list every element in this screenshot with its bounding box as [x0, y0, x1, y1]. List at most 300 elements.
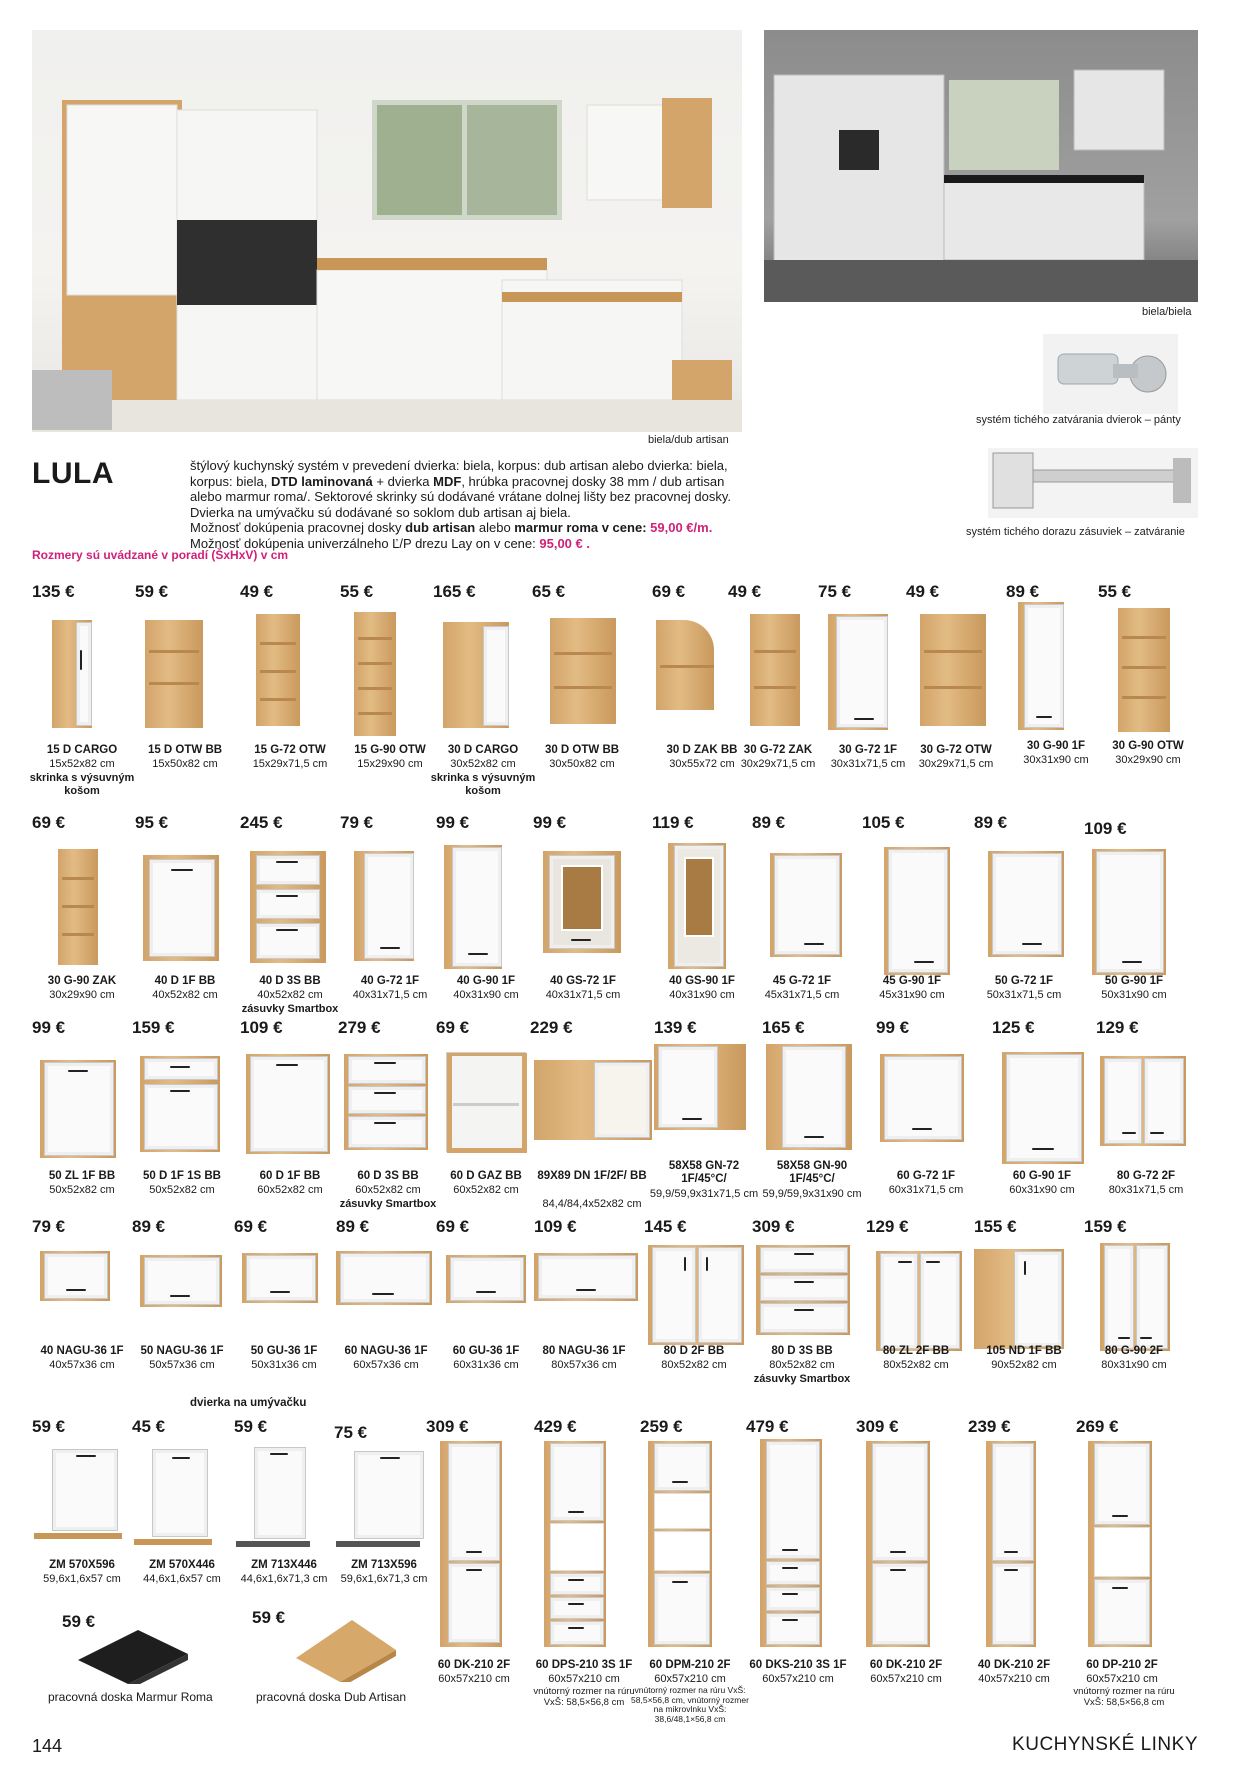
price: 75 € [334, 1423, 368, 1442]
cabinet-image [446, 1255, 526, 1303]
price: 55 € [340, 582, 374, 601]
section-title: KUCHYNSKÉ LINKY [1012, 1734, 1198, 1755]
product-note: vnútorný rozmer na rúru VxŠ: 58,5×56,8 cm [1073, 1686, 1175, 1708]
product-name: 40 D 3S BB [259, 975, 321, 987]
worktop-oak-label: pracovná doska Dub Artisan [256, 1690, 407, 1704]
price: 429 € [534, 1417, 577, 1436]
product-note: vnútorný rozmer na rúru VxŠ: 58,5×56,8 cm [533, 1686, 635, 1708]
price: 229 € [530, 1018, 573, 1037]
price: 89 € [752, 813, 786, 832]
cabinet-image [234, 1447, 318, 1547]
worktop-marmur-label: pracovná doska Marmur Roma [48, 1690, 213, 1704]
product-name: 60 D GAZ BB [450, 1170, 522, 1182]
product-item [862, 813, 958, 1003]
product-dimensions: 44,6x1,6x57 cm [143, 1573, 221, 1585]
drawer-slide-icon [988, 448, 1198, 518]
price: 99 € [436, 813, 470, 832]
product-name: 30 G-90 ZAK [47, 975, 117, 987]
price: 79 € [32, 1217, 66, 1236]
product-item [135, 582, 231, 772]
product-dimensions: 30x31x71,5 cm [830, 758, 906, 770]
product-name: 15 G-90 OTW [354, 744, 426, 756]
price: 89 € [974, 813, 1008, 832]
product-dimensions: 40x57x36 cm [49, 1359, 115, 1371]
price: 69 € [436, 1217, 470, 1236]
cabinet-image [58, 849, 98, 965]
product-item [32, 1417, 128, 1607]
cabinet-image [770, 853, 842, 957]
price: 69 € [234, 1217, 268, 1236]
product-name: 80 D 2F BB [663, 1345, 725, 1357]
product-name: 30 G-72 1F [838, 744, 898, 756]
dishwasher-door-label: dvierka na umývačku [190, 1397, 307, 1409]
price: 155 € [974, 1217, 1017, 1236]
cabinet-image [336, 1251, 432, 1305]
product-name: 40 DK-210 2F [977, 1659, 1051, 1671]
product-dimensions: 40x52x82 cm [152, 989, 218, 1001]
cabinet-image [920, 614, 986, 726]
product-name: 80 G-72 2F [1116, 1170, 1176, 1182]
product-item [340, 813, 436, 1003]
product-dimensions: 60x52x82 cm [453, 1184, 519, 1196]
cabinet-image [668, 843, 726, 969]
price: 89 € [132, 1217, 166, 1236]
product-dimensions: 30x29x90 cm [49, 989, 115, 1001]
product-dimensions: 80x52x82 cm [883, 1359, 949, 1371]
product-dimensions: 59,6x1,6x71,3 cm [340, 1573, 428, 1585]
cabinet-image [143, 855, 219, 961]
cabinet-image [986, 1441, 1036, 1647]
product-dimensions: 60x57x210 cm [438, 1673, 510, 1685]
product-name: 50 ZL 1F BB [48, 1170, 116, 1182]
cabinet-image [1088, 1441, 1152, 1647]
cabinet-image [40, 1060, 116, 1158]
dimensions-note: Rozmery sú uvádzané v poradí (ŠxHxV) v cm [32, 548, 289, 562]
product-name: 80 D 3S BB [771, 1345, 833, 1357]
product-item [132, 1018, 228, 1208]
product-name: 30 G-90 OTW [1112, 740, 1184, 752]
hinge-icon [1043, 334, 1178, 414]
product-item [652, 813, 748, 1003]
product-dimensions: 60x31x71,5 cm [888, 1184, 964, 1196]
product-name: 50 D 1F 1S BB [143, 1170, 221, 1182]
price: 49 € [728, 582, 762, 601]
product-item [974, 1217, 1070, 1407]
product-item [644, 1217, 740, 1407]
price: 479 € [746, 1417, 789, 1436]
price: 59 € [32, 1417, 66, 1436]
cabinet-image [1100, 1056, 1186, 1146]
product-name: 50 G-72 1F [994, 975, 1054, 987]
cabinet-image [974, 1249, 1064, 1349]
price: 89 € [336, 1217, 370, 1236]
price: 119 € [652, 813, 694, 832]
product-dimensions: 50x31x36 cm [251, 1359, 317, 1371]
cabinet-image [1018, 602, 1064, 730]
product-extra: skrinka s výsuvným košom [430, 772, 536, 797]
product-extra: zásuvky Smartbox [339, 1198, 437, 1210]
product-dimensions: 59,6x1,6x57 cm [43, 1573, 121, 1585]
product-dimensions: 60x57x210 cm [762, 1673, 834, 1685]
product-name: 30 D ZAK BB [666, 744, 738, 756]
price: 105 € [862, 813, 905, 832]
cabinet-image [543, 851, 621, 953]
cabinet-image [242, 1253, 318, 1303]
price: 125 € [992, 1018, 1035, 1037]
product-dimensions: 40x31x90 cm [669, 989, 735, 1001]
product-name: ZM 570X596 [49, 1559, 115, 1571]
cabinet-image [550, 618, 616, 724]
price: 89 € [1006, 582, 1040, 601]
product-name: 45 G-90 1F [882, 975, 942, 987]
product-item [1084, 1217, 1180, 1407]
product-dimensions: 80x52x82 cm [661, 1359, 727, 1371]
product-item [530, 1018, 647, 1210]
product-dimensions: 40x31x71,5 cm [352, 989, 428, 1001]
worktop-price: 59 € [62, 1612, 96, 1631]
product-dimensions: 50x31x71,5 cm [986, 989, 1062, 1001]
product-item [534, 1417, 630, 1607]
product-dimensions: 40x31x71,5 cm [545, 989, 621, 1001]
product-name: 60 DP-210 2F [1086, 1659, 1158, 1671]
product-item [132, 1217, 228, 1407]
product-item [234, 1417, 330, 1607]
price: 95 € [135, 813, 169, 832]
cabinet-image [648, 1441, 712, 1647]
product-dimensions: 44,6x1,6x71,3 cm [240, 1573, 328, 1585]
product-name: 60 DK-210 2F [437, 1659, 511, 1671]
product-extra: zásuvky Smartbox [241, 1003, 339, 1015]
product-name: 89X89 DN 1F/2F/ BB [537, 1170, 647, 1182]
product-name: 58X58 GN-72 1F/45°C/ [668, 1160, 740, 1185]
product-description: štýlový kuchynský systém v prevedení dvierka: biela, korpus: dub artisan alebo dvierka: biela, korpus: biela, DTD laminovaná + dvierka MDF, hrúbka pracovnej dosky 38 mm / dub artisan alebo marmur roma/. Sektorové skrinky sú dodávané vrátane dolnej lišty bez pracovnej dosky. Dvierka na umývačku sú dodávané so soklom dub artisan aj biela. Možnosť dokúpenia pracovnej dosky dub artisan alebo marmur roma v cene: 59,00 €/m. Možnosť dokúpenia univerzálneho Ľ/P drezu Lay on v cene: 95,00 € . [190, 458, 731, 551]
price: 165 € [433, 582, 476, 601]
product-name: 60 DK-210 2F [869, 1659, 943, 1671]
product-item [234, 1217, 330, 1407]
cabinet-image [534, 1253, 638, 1301]
worktop-oak-image [296, 1620, 396, 1682]
price: 69 € [32, 813, 66, 832]
kitchen-illustration [32, 30, 742, 432]
product-name: ZM 713X596 [351, 1559, 417, 1571]
product-name: 105 ND 1F BB [986, 1345, 1062, 1357]
product-dimensions: 30x52x82 cm [450, 758, 516, 770]
product-item [436, 1018, 532, 1208]
product-name: 30 G-72 ZAK [743, 744, 813, 756]
cabinet-image [1002, 1052, 1084, 1164]
cabinet-image [354, 612, 396, 736]
product-dimensions: 84,4/84,4x52x82 cm [542, 1198, 642, 1210]
product-name: 40 G-72 1F [360, 975, 420, 987]
cabinet-image [866, 1441, 930, 1647]
product-item [436, 1217, 532, 1407]
cabinet-image [145, 620, 203, 728]
product-dimensions: 60x57x36 cm [353, 1359, 419, 1371]
product-name: 50 G-90 1F [1104, 975, 1164, 987]
price: 159 € [1084, 1217, 1127, 1236]
cabinet-image [876, 1251, 962, 1351]
product-name: 50 NAGU-36 1F [140, 1345, 224, 1357]
product-item [752, 1217, 851, 1407]
cabinet-image [32, 1449, 122, 1545]
product-name: 60 DKS-210 3S 1F [749, 1659, 847, 1671]
product-dimensions: 15x29x71,5 cm [252, 758, 328, 770]
drawer-slide-photo [988, 448, 1198, 518]
cabinet-image [250, 851, 326, 963]
price: 79 € [340, 813, 374, 832]
product-name: 40 GS-90 1F [669, 975, 735, 987]
price: 145 € [644, 1217, 687, 1236]
product-item [29, 582, 135, 797]
kitchen-photo-white-oak [32, 30, 742, 432]
product-dimensions: 40x31x90 cm [453, 989, 519, 1001]
product-dimensions: 50x57x36 cm [149, 1359, 215, 1371]
price: 55 € [1098, 582, 1132, 601]
product-name: 40 G-90 1F [456, 975, 516, 987]
price: 99 € [32, 1018, 66, 1037]
price: 129 € [866, 1217, 909, 1236]
product-name: 15 G-72 OTW [254, 744, 326, 756]
product-name: 30 D OTW BB [544, 744, 620, 756]
product-item [436, 813, 532, 1003]
price: 99 € [533, 813, 567, 832]
product-name: 80 ZL 2F BB [882, 1345, 950, 1357]
product-item [876, 1018, 972, 1208]
cabinet-image [334, 1451, 428, 1551]
price: 99 € [876, 1018, 910, 1037]
product-name: 45 G-72 1F [772, 975, 832, 987]
product-item [992, 1018, 1088, 1208]
product-item [746, 1417, 842, 1607]
cabinet-image [440, 1441, 502, 1647]
price: 279 € [338, 1018, 381, 1037]
cabinet-image [544, 1441, 606, 1647]
product-item [1076, 1417, 1172, 1607]
product-name: 60 GU-36 1F [452, 1345, 520, 1357]
product-item [240, 813, 339, 1015]
product-dimensions: 50x52x82 cm [149, 1184, 215, 1196]
product-title: LULA [32, 457, 114, 490]
photo-caption-second: biela/biela [1142, 306, 1192, 318]
price: 245 € [240, 813, 283, 832]
product-item [532, 582, 628, 772]
price: 109 € [1084, 819, 1127, 838]
product-name: 50 GU-36 1F [250, 1345, 318, 1357]
cabinet-image [52, 620, 92, 728]
product-dimensions: 15x50x82 cm [152, 758, 218, 770]
product-dimensions: 30x55x72 cm [669, 758, 735, 770]
product-dimensions: 15x29x90 cm [357, 758, 423, 770]
drawer-caption: systém tichého dorazu zásuviek – zatváranie [966, 526, 1185, 538]
cabinet-image [828, 614, 888, 730]
product-dimensions: 90x52x82 cm [991, 1359, 1057, 1371]
product-dimensions: 30x29x71,5 cm [740, 758, 816, 770]
cabinet-image [132, 1449, 222, 1549]
cabinet-image [648, 1245, 744, 1345]
cabinet-image [140, 1255, 222, 1307]
product-item [240, 1018, 336, 1208]
cabinet-image [760, 1439, 822, 1647]
product-dimensions: 30x50x82 cm [549, 758, 615, 770]
product-dimensions: 60x31x90 cm [1009, 1184, 1075, 1196]
product-extra: zásuvky Smartbox [753, 1373, 851, 1385]
price: 139 € [654, 1018, 697, 1037]
cabinet-image [654, 1044, 746, 1130]
product-item [534, 1217, 630, 1407]
product-item [906, 582, 1002, 772]
cabinet-image [40, 1251, 110, 1301]
product-item [533, 813, 629, 1003]
price: 109 € [534, 1217, 577, 1236]
cabinet-image [750, 614, 800, 726]
price: 49 € [240, 582, 274, 601]
product-dimensions: 59,9/59,9x31x90 cm [762, 1188, 862, 1200]
product-name: 60 D 1F BB [259, 1170, 321, 1182]
product-name: 30 D CARGO [447, 744, 519, 756]
product-name: ZM 570X446 [149, 1559, 215, 1571]
cabinet-image [354, 851, 414, 961]
product-dimensions: 40x52x82 cm [257, 989, 323, 1001]
price: 69 € [652, 582, 686, 601]
cabinet-image [446, 1052, 526, 1152]
product-item [32, 1018, 128, 1208]
cabinet-image [140, 1056, 220, 1152]
product-item [640, 1417, 736, 1607]
product-item [135, 813, 231, 1003]
product-dimensions: 40x57x210 cm [978, 1673, 1050, 1685]
price: 59 € [135, 582, 169, 601]
worktop-oak-swatch [296, 1620, 396, 1682]
product-name: 60 DPS-210 3S 1F [535, 1659, 633, 1671]
product-dimensions: 15x52x82 cm [49, 758, 115, 770]
product-item [334, 1417, 430, 1607]
product-name: 40 D 1F BB [154, 975, 216, 987]
product-item [1084, 813, 1180, 1003]
product-name: 40 GS-72 1F [550, 975, 616, 987]
product-dimensions: 30x29x90 cm [1115, 754, 1181, 766]
product-item [336, 1217, 432, 1407]
hinge-caption: systém tichého zatvárania dvierok – pánty [976, 414, 1181, 426]
price: 109 € [240, 1018, 283, 1037]
product-item [32, 813, 128, 1003]
price: 135 € [32, 582, 75, 601]
price: 69 € [436, 1018, 470, 1037]
product-name: 80 G-90 2F [1104, 1345, 1164, 1357]
page-number: 144 [32, 1736, 63, 1756]
product-dimensions: 60x52x82 cm [355, 1184, 421, 1196]
product-item [968, 1417, 1064, 1607]
cabinet-image [443, 622, 509, 728]
cabinet-image [344, 1054, 428, 1150]
price: 159 € [132, 1018, 175, 1037]
cabinet-image [880, 1054, 964, 1142]
cabinet-image [256, 614, 300, 726]
product-name: 60 G-90 1F [1012, 1170, 1072, 1182]
product-dimensions: 50x52x82 cm [49, 1184, 115, 1196]
product-item [856, 1417, 952, 1607]
product-item [649, 1018, 759, 1208]
product-name: 60 G-72 1F [896, 1170, 956, 1182]
product-item [240, 582, 336, 772]
product-name: 58X58 GN-90 1F/45°C/ [776, 1160, 848, 1185]
product-item [752, 813, 848, 1003]
price: 75 € [818, 582, 852, 601]
price: 65 € [532, 582, 566, 601]
cabinet-image [1092, 849, 1166, 975]
product-note: vnútorný rozmer na rúru VxŠ: 58,5×56,8 cm, vnútorný rozmer na mikrovlnku VxŠ: 38,6/48,1×56,8 cm [631, 1685, 749, 1724]
product-dimensions: 80x52x82 cm [769, 1359, 835, 1371]
product-name: 60 NAGU-36 1F [344, 1345, 428, 1357]
price: 309 € [426, 1417, 469, 1436]
product-name: 15 D CARGO [46, 744, 118, 756]
cabinet-image [988, 851, 1064, 957]
cabinet-image [534, 1060, 652, 1140]
kitchen-photo-white-white [764, 30, 1198, 302]
product-dimensions: 60x57x210 cm [870, 1673, 942, 1685]
product-dimensions: 80x31x90 cm [1101, 1359, 1167, 1371]
price: 59 € [234, 1417, 268, 1436]
product-dimensions: 59,9/59,9x31x71,5 cm [649, 1188, 759, 1200]
cabinet-image [1100, 1243, 1170, 1351]
product-item [974, 813, 1070, 1003]
price: 129 € [1096, 1018, 1139, 1037]
product-dimensions: 50x31x90 cm [1101, 989, 1167, 1001]
product-dimensions: 60x57x210 cm [548, 1673, 620, 1685]
product-dimensions: 80x31x71,5 cm [1108, 1184, 1184, 1196]
product-name: 15 D OTW BB [147, 744, 223, 756]
product-dimensions: 30x31x90 cm [1023, 754, 1089, 766]
product-name: 80 NAGU-36 1F [542, 1345, 626, 1357]
cabinet-image [444, 845, 502, 969]
product-dimensions: 60x57x210 cm [1086, 1673, 1158, 1685]
product-item [430, 582, 536, 797]
product-dimensions: 45x31x71,5 cm [764, 989, 840, 1001]
cabinet-image [656, 620, 714, 710]
price: 269 € [1076, 1417, 1119, 1436]
price: 309 € [856, 1417, 899, 1436]
product-name: 60 DPM-210 2F [649, 1659, 731, 1671]
hinge-photo [1043, 334, 1178, 414]
price: 309 € [752, 1217, 795, 1236]
product-name: 40 NAGU-36 1F [40, 1345, 124, 1357]
product-name: 30 G-90 1F [1026, 740, 1086, 752]
price: 165 € [762, 1018, 805, 1037]
worktop-marmur-swatch [78, 1630, 188, 1684]
product-item [426, 1417, 522, 1607]
product-extra: skrinka s výsuvným košom [29, 772, 135, 797]
photo-caption-main: biela/dub artisan [648, 434, 729, 446]
cabinet-image [884, 847, 950, 975]
product-dimensions: 60x31x36 cm [453, 1359, 519, 1371]
product-item [1096, 1018, 1192, 1208]
cabinet-image [756, 1245, 850, 1335]
price: 45 € [132, 1417, 166, 1436]
worktop-price: 59 € [252, 1608, 286, 1627]
cabinet-image [766, 1044, 852, 1150]
price: 239 € [968, 1417, 1011, 1436]
kitchen-illustration-2 [764, 30, 1198, 302]
product-dimensions: 45x31x90 cm [879, 989, 945, 1001]
product-dimensions: 30x29x71,5 cm [918, 758, 994, 770]
product-item [1098, 582, 1194, 772]
price: 259 € [640, 1417, 683, 1436]
cabinet-image [246, 1054, 330, 1154]
worktop-marmur-image [78, 1630, 188, 1684]
product-name: ZM 713X446 [251, 1559, 317, 1571]
product-item [866, 1217, 962, 1407]
product-item [762, 1018, 862, 1208]
product-item [32, 1217, 128, 1407]
